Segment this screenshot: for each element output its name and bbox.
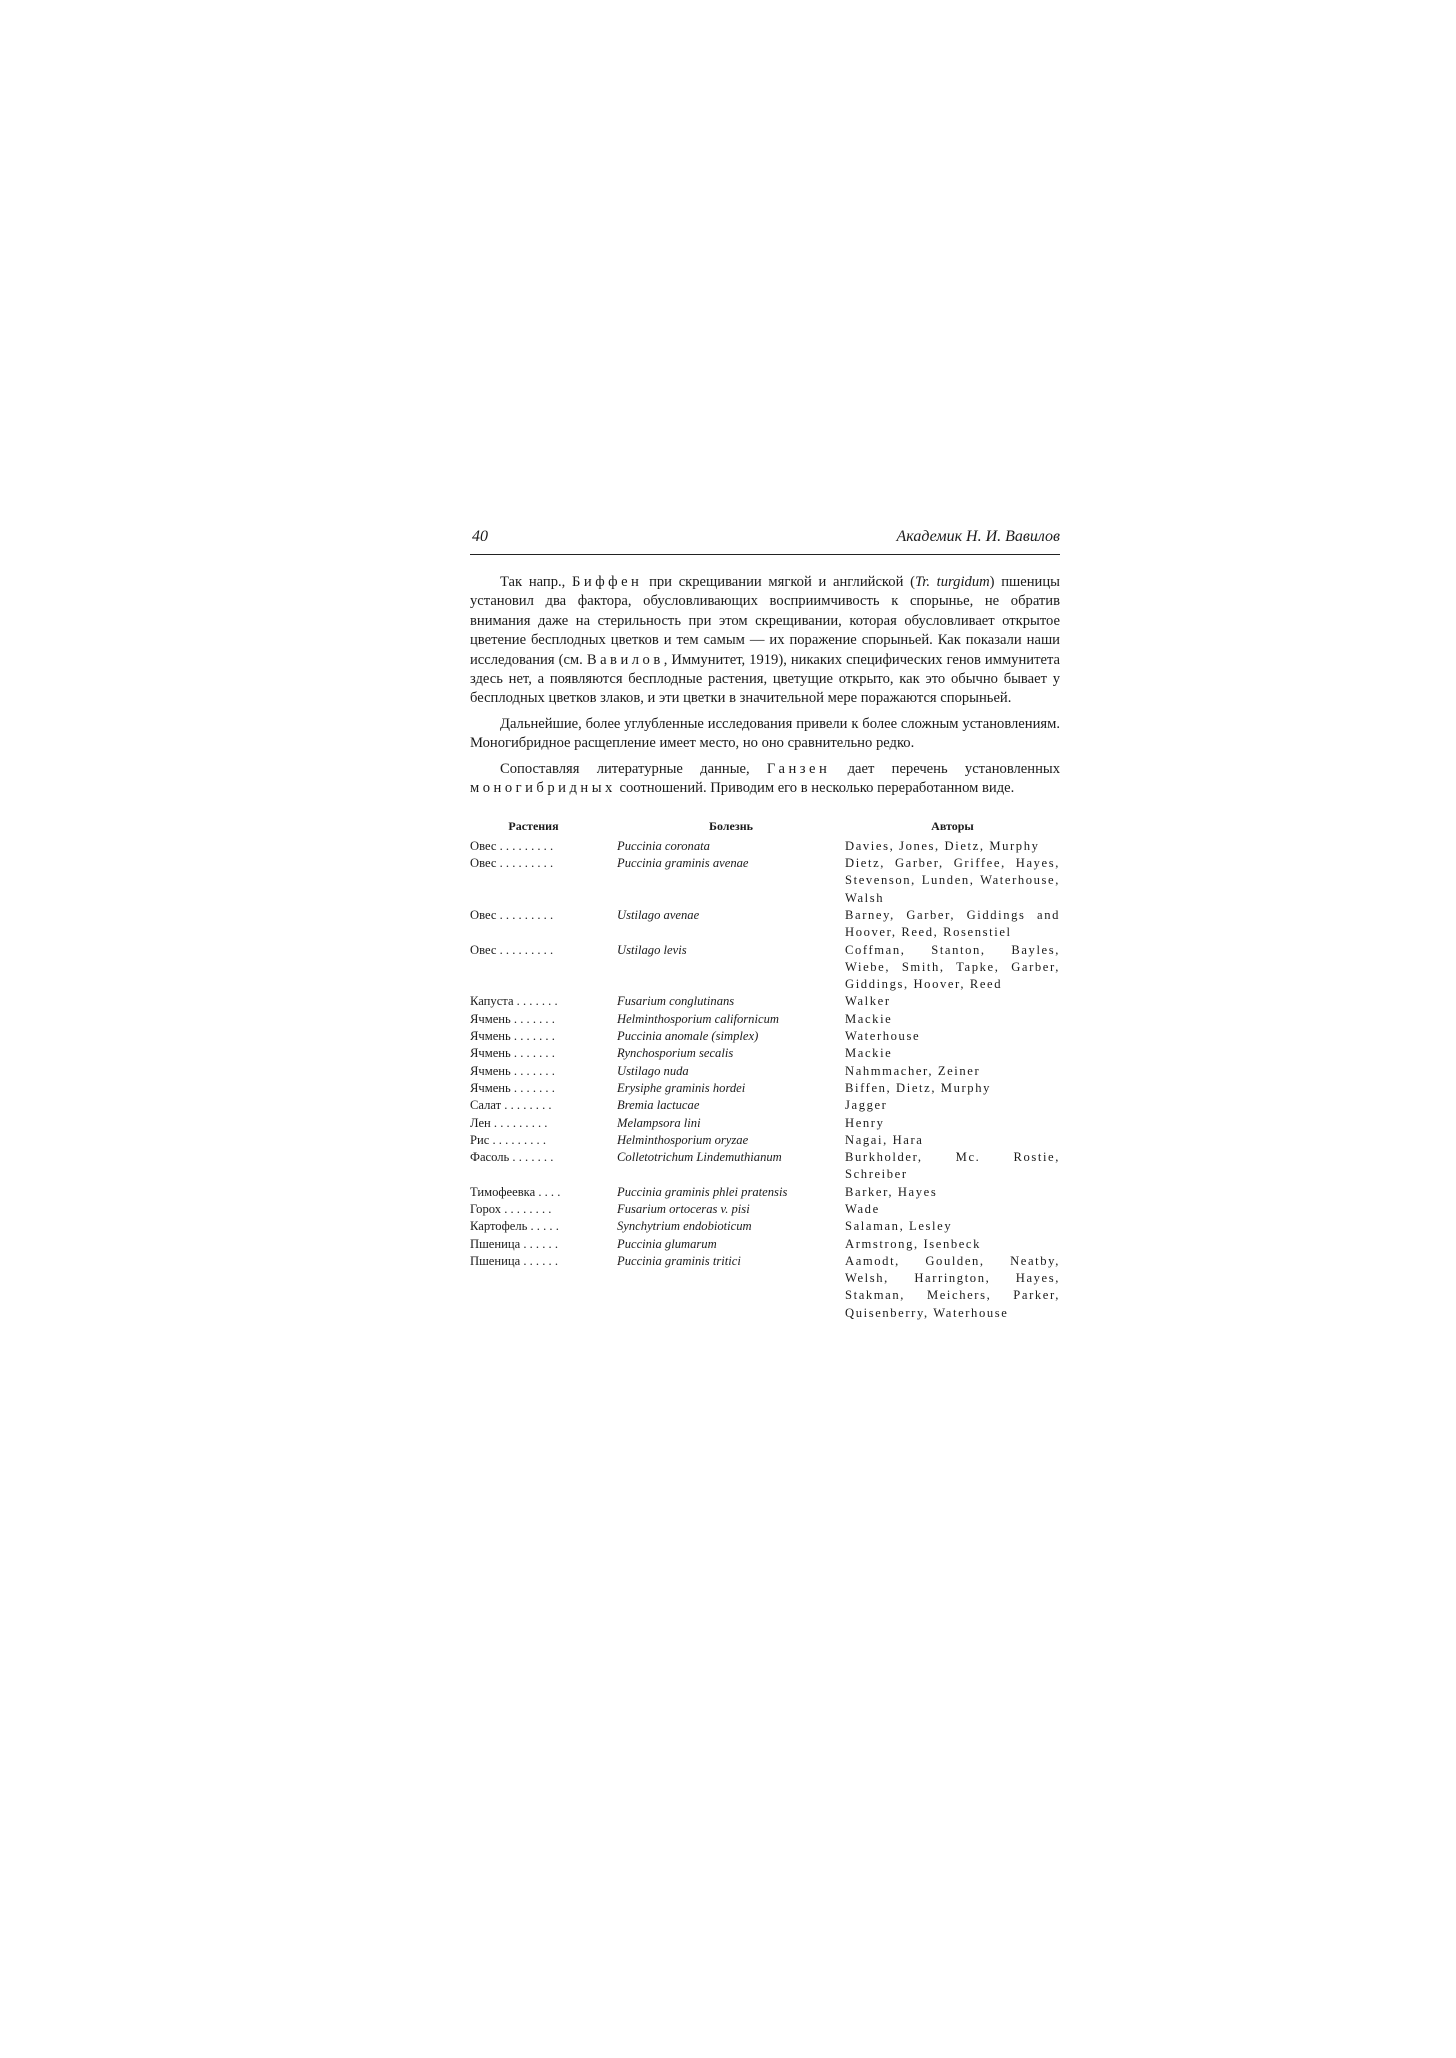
disease-cell: Melampsora lini (617, 1115, 701, 1130)
authors-cell: Barney, Garber, Giddings and Hoover, Reed, Rosenstiel (845, 907, 1060, 940)
authors-cell: Armstrong, Isenbeck (845, 1236, 982, 1251)
table-row (470, 1236, 1060, 1253)
text-run: ) пшеницы установил два фактора, обусловливающих восприимчивость к спорынье, не обратив внимания даже на стерильность при этом скрещивании, которая обусловливает открытое цветение бесплодных цветков и тем самым — их поражение спорыньей. Как показали наши исследования (см. (470, 574, 1060, 668)
table-row (470, 942, 1060, 994)
table-row (470, 907, 1060, 942)
running-header (470, 528, 1060, 555)
body-text (470, 573, 1060, 798)
authors-cell: Biffen, Dietz, Murphy (845, 1080, 991, 1095)
text-run: при скрещивании мягкой и английской ( (642, 574, 915, 590)
table-row (470, 838, 1060, 855)
table-row (470, 1011, 1060, 1028)
running-title: Академик Н. И. Вавилов (896, 528, 1060, 545)
plant-cell: Ячмень . . . . . . . (470, 1029, 555, 1044)
disease-cell: Puccinia anomale (simplex) (617, 1029, 759, 1044)
authors-cell: Davies, Jones, Dietz, Murphy (845, 838, 1040, 853)
plant-cell: Фасоль . . . . . . . (470, 1150, 554, 1165)
plant-cell: Ячмень . . . . . . . (470, 1046, 555, 1061)
table-row (470, 1080, 1060, 1097)
text-run: Дальнейшие, более углубленные исследования привели к более сложным установлениям. Моногибридное расщепление имеет место, но оно сравнительно редко. (470, 715, 1060, 752)
plant-cell: Овес . . . . . . . . . (470, 838, 554, 853)
plant-cell: Овес . . . . . . . . . (470, 942, 554, 957)
table-body (470, 838, 1060, 1322)
plant-cell: Пшеница . . . . . . (470, 1253, 558, 1268)
plant-cell: Овес . . . . . . . . . (470, 856, 554, 871)
table-row (470, 1028, 1060, 1045)
table-row (470, 1063, 1060, 1080)
disease-cell: Ustilago nuda (617, 1063, 689, 1078)
table-row (470, 1218, 1060, 1235)
plant-cell: Лен . . . . . . . . . (470, 1115, 548, 1130)
paragraph (470, 573, 1060, 709)
header-plants: Растения (508, 819, 559, 834)
disease-cell: Synchytrium endobioticum (617, 1219, 752, 1234)
disease-cell: Rynchosporium secalis (617, 1046, 734, 1061)
disease-table (470, 818, 1060, 1322)
spaced-name: моногибридных (470, 780, 616, 797)
plant-cell: Пшеница . . . . . . (470, 1236, 558, 1251)
spaced-name: Вавилов (586, 651, 664, 668)
disease-cell: Puccinia graminis phlei pratensis (617, 1184, 788, 1199)
disease-cell: Puccinia graminis tritici (617, 1253, 741, 1268)
plant-cell: Картофель . . . . . (470, 1219, 559, 1234)
paragraph (470, 760, 1060, 799)
text-run: , Иммунитет, 1919), никаких специфических генов иммунитета здесь нет, а появляются бесплодные растения, цветущие открыто, как это обычно бывает у бесплодных цветков злаков, и эти цветки в значительной мере поражаются спорыньей. (470, 651, 1060, 707)
authors-cell: Nagai, Hara (845, 1132, 924, 1147)
disease-cell: Ustilago levis (617, 942, 687, 957)
disease-cell: Fusarium ortoceras v. pisi (617, 1202, 750, 1216)
text-run: дает перечень установленных (830, 760, 1060, 777)
authors-cell: Burkholder, Mc. Rostie, Schreiber (845, 1150, 1060, 1182)
table-row (470, 1253, 1060, 1322)
authors-cell: Jagger (845, 1098, 888, 1113)
authors-cell: Coffman, Stanton, Bayles, Wiebe, Smith, Tapke, Garber, Giddings, Hoover, Reed (845, 942, 1060, 992)
text-run: Так напр., (500, 574, 573, 590)
authors-cell: Nahmmacher, Zeiner (845, 1063, 981, 1078)
authors-cell: Mackie (845, 1046, 893, 1061)
plant-cell: Ячмень . . . . . . . (470, 1063, 555, 1078)
table-row (470, 1132, 1060, 1149)
disease-cell: Puccinia coronata (617, 838, 710, 853)
disease-cell: Colletotrichum Lindemuthianum (617, 1150, 782, 1165)
plant-cell: Ячмень . . . . . . . (470, 1080, 555, 1095)
book-page (470, 528, 1060, 1322)
authors-cell: Dietz, Garber, Griffee, Hayes, Stevenson, Lunden, Waterhouse, Walsh (845, 856, 1060, 905)
plant-cell: Тимофеевка . . . . (470, 1184, 561, 1199)
authors-cell: Wade (845, 1202, 880, 1216)
table-row (470, 993, 1060, 1010)
text-run: Сопоставляя литературные данные, (500, 760, 767, 777)
disease-cell: Puccinia glumarum (617, 1236, 717, 1251)
table-row (470, 1149, 1060, 1184)
plant-cell: Ячмень . . . . . . . (470, 1011, 555, 1026)
plant-cell: Рис . . . . . . . . . (470, 1132, 547, 1147)
plant-cell: Капуста . . . . . . . (470, 994, 558, 1009)
authors-cell: Mackie (845, 1011, 893, 1026)
disease-cell: Puccinia graminis avenae (617, 856, 749, 871)
spaced-name: Биффен (572, 574, 643, 590)
italic-term: Tr. turgidum (914, 574, 990, 590)
disease-cell: Erysiphe graminis hordei (617, 1080, 746, 1095)
paragraph (470, 715, 1060, 754)
table-row (470, 1045, 1060, 1062)
table-row (470, 855, 1060, 907)
authors-cell: Aamodt, Goulden, Neatby, Welsh, Harrington, Hayes, Stakman, Meichers, Parker, Quisenberry, Waterhouse (845, 1253, 1060, 1320)
authors-cell: Henry (845, 1115, 885, 1130)
plant-cell: Овес . . . . . . . . . (470, 907, 554, 922)
table-header (470, 818, 1060, 835)
table-row (470, 1097, 1060, 1114)
header-authors: Авторы (931, 819, 974, 834)
authors-cell: Barker, Hayes (845, 1184, 938, 1199)
table-row (470, 1115, 1060, 1132)
text-run: соотношений. Приводим его в несколько переработанном виде. (615, 780, 1015, 797)
disease-cell: Helminthosporium californicum (617, 1011, 779, 1026)
spaced-name: Ганзен (766, 760, 831, 777)
authors-cell: Salaman, Lesley (845, 1219, 953, 1234)
disease-cell: Fusarium conglutinans (617, 994, 735, 1009)
page-number: 40 (472, 528, 488, 545)
table-row (470, 1201, 1060, 1218)
table-row (470, 1184, 1060, 1201)
authors-cell: Walker (845, 994, 891, 1009)
disease-cell: Bremia lactucae (617, 1098, 700, 1113)
plant-cell: Салат . . . . . . . . (470, 1098, 552, 1113)
plant-cell: Горох . . . . . . . . (470, 1202, 552, 1216)
disease-cell: Helminthosporium oryzae (617, 1132, 749, 1147)
header-disease: Болезнь (709, 819, 753, 834)
authors-cell: Waterhouse (845, 1029, 921, 1044)
disease-cell: Ustilago avenae (617, 907, 700, 922)
